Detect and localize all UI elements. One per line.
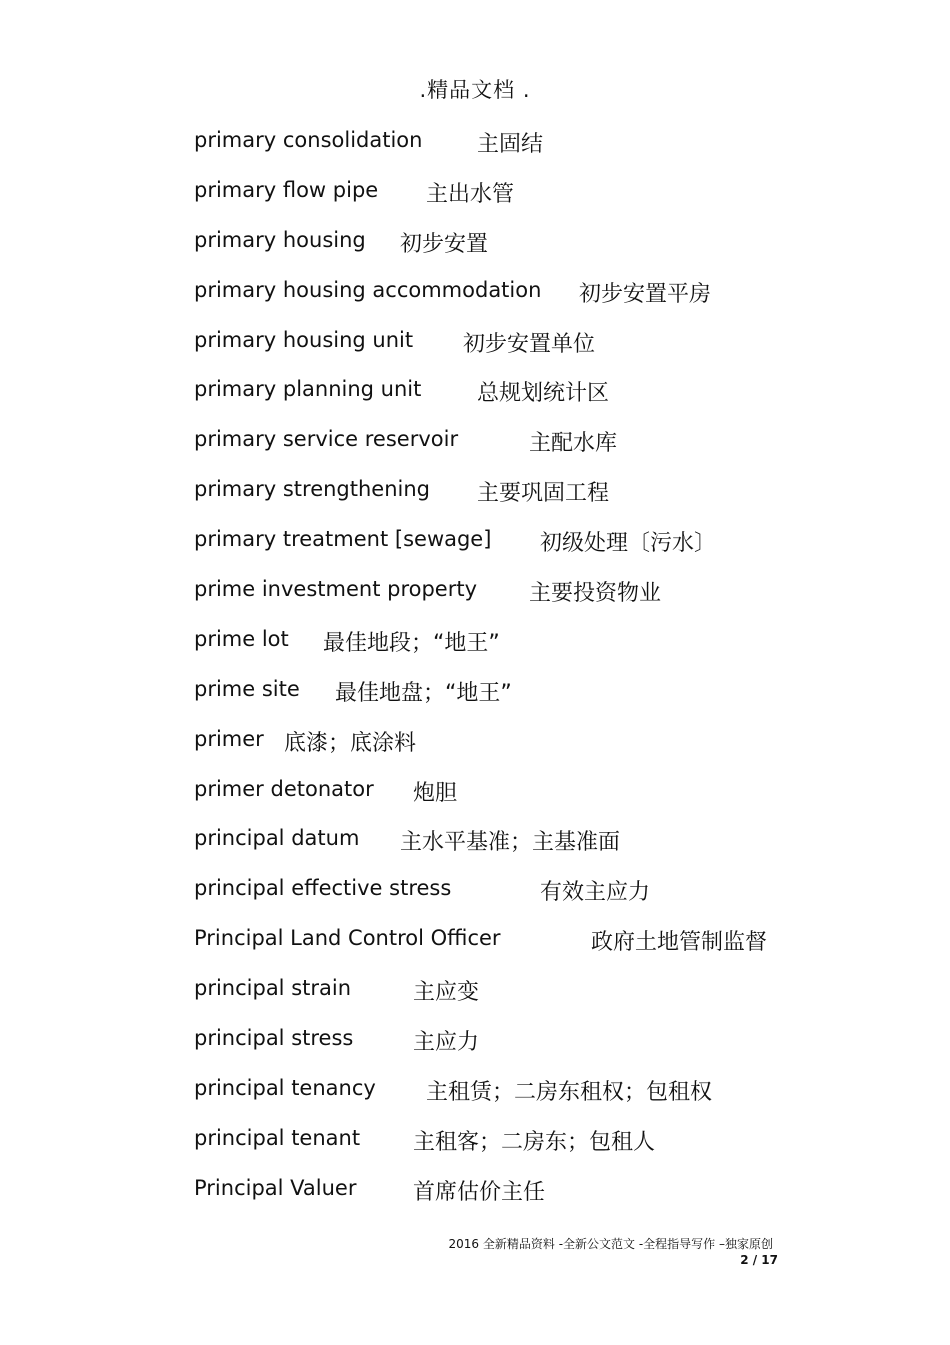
entry-term: principal tenancy — [194, 1075, 376, 1100]
entry-term: prime investment property — [194, 577, 478, 602]
entry-meaning: 主水平基准；主基准面 — [400, 830, 621, 856]
entry-meaning: 有效主应力 — [540, 880, 651, 906]
entry-meaning: 主应力 — [413, 1030, 480, 1056]
page-number: 2 / 17 — [740, 1253, 778, 1267]
entry-meaning: 主要巩固工程 — [477, 481, 610, 507]
entry-term: primary housing unit — [194, 327, 414, 352]
entry-term: primary housing accommodation — [194, 277, 542, 302]
entry-term: primary flow pipe — [194, 177, 379, 202]
entry-term: Principal Valuer — [194, 1175, 357, 1200]
glossary-entry — [194, 427, 914, 477]
entry-term: principal effective stress — [194, 876, 452, 901]
entry-meaning: 主要投资物业 — [529, 581, 662, 607]
entry-term: primary service reservoir — [194, 427, 459, 452]
entry-term: primary consolidation — [194, 128, 423, 152]
entry-meaning: 初步安置 — [400, 231, 489, 257]
entry-term: primary treatment [sewage] — [194, 527, 492, 552]
entry-meaning: 初级处理〔污水〕 — [540, 531, 717, 557]
entry-meaning: 初步安置单位 — [463, 331, 596, 357]
entry-meaning: 主配水库 — [529, 431, 618, 457]
entry-term: primer detonator — [194, 776, 374, 801]
glossary-list — [194, 128, 914, 1226]
glossary-entry — [194, 727, 914, 777]
entry-meaning: 底漆；底涂料 — [284, 730, 417, 756]
glossary-entry — [194, 527, 914, 577]
footer-note: 2016 全新精品资料 -全新公文范文 -全程指导写作 –独家原创 — [448, 1237, 773, 1251]
entry-term: principal stress — [194, 1026, 354, 1051]
glossary-entry — [194, 777, 914, 827]
entry-meaning: 初步安置平房 — [579, 281, 712, 307]
entry-meaning: 最佳地盘；“地王” — [335, 680, 512, 706]
entry-meaning: 政府土地管制监督 — [591, 930, 768, 956]
entry-meaning: 首席估价主任 — [413, 1179, 546, 1205]
entry-term: principal datum — [194, 826, 360, 851]
entry-meaning: 总规划统计区 — [477, 381, 610, 407]
glossary-entry — [194, 577, 914, 627]
entry-term: primary housing — [194, 227, 366, 252]
glossary-entry — [194, 976, 914, 1026]
glossary-entry — [194, 1026, 914, 1076]
entry-meaning: 主租赁；二房东租权；包租权 — [426, 1079, 713, 1105]
glossary-entry — [194, 1176, 914, 1226]
glossary-entry — [194, 926, 914, 976]
glossary-entry — [194, 178, 914, 228]
entry-meaning: 最佳地段；“地王” — [323, 630, 500, 656]
glossary-entry — [194, 627, 914, 677]
glossary-entry — [194, 328, 914, 378]
glossary-entry — [194, 377, 914, 427]
glossary-entry — [194, 876, 914, 926]
glossary-entry — [194, 677, 914, 727]
entry-term: primer — [194, 726, 264, 751]
entry-term: prime site — [194, 676, 300, 701]
entry-meaning: 主出水管 — [426, 181, 515, 207]
page-header: .精品文档 . — [419, 78, 531, 102]
glossary-entry — [194, 477, 914, 527]
entry-meaning: 炮胆 — [413, 780, 458, 806]
glossary-entry — [194, 1076, 914, 1126]
entry-meaning: 主固结 — [477, 132, 544, 157]
entry-term: primary planning unit — [194, 377, 422, 402]
glossary-entry — [194, 1126, 914, 1176]
glossary-entry — [194, 278, 914, 328]
entry-term: principal strain — [194, 976, 352, 1001]
glossary-entry — [194, 826, 914, 876]
entry-term: primary strengthening — [194, 477, 431, 502]
entry-term: prime lot — [194, 626, 289, 651]
glossary-entry — [194, 128, 914, 178]
entry-term: Principal Land Control Officer — [194, 926, 501, 951]
entry-meaning: 主应变 — [413, 980, 480, 1006]
entry-term: principal tenant — [194, 1125, 361, 1150]
entry-meaning: 主租客；二房东；包租人 — [413, 1129, 656, 1155]
glossary-entry — [194, 228, 914, 278]
